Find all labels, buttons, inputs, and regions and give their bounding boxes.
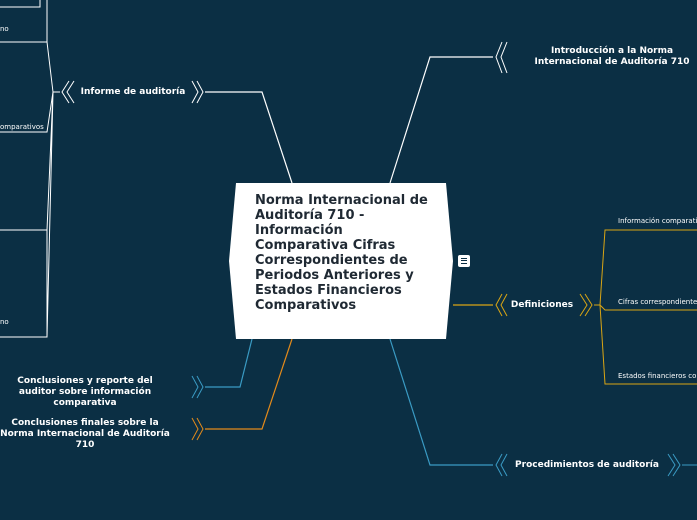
branch-conclusiones-reporte[interactable]: Conclusiones y reporte del auditor sobre información comparativa <box>17 376 153 408</box>
branch-conclusiones-finales[interactable]: Conclusiones finales sobre la Norma Internacional de Auditoría 710 <box>0 418 170 450</box>
branch-intro[interactable]: Introducción a la Norma Internacional de Auditoría 710 <box>534 46 690 67</box>
central-topic-title: Norma Internacional de Auditoría 710 - Información Comparativa Cifras Correspondientes de Periodos Anteriores y Estados Financieros Comparativos <box>255 193 428 313</box>
subtopic-informacion-comparativa[interactable]: Información comparati <box>618 217 697 225</box>
subtopic-cifras-correspondientes[interactable]: Cifras correspondiente <box>618 298 697 306</box>
subtopic-estados-financieros[interactable]: Estados financieros co <box>618 372 697 380</box>
subtopic-left-1[interactable]: no <box>0 25 9 33</box>
branch-procedimientos[interactable]: Procedimientos de auditoría <box>515 460 659 470</box>
note-icon[interactable] <box>458 255 470 267</box>
subtopic-left-2[interactable]: omparativos <box>0 123 44 131</box>
branch-definiciones[interactable]: Definiciones <box>510 300 574 310</box>
branch-informe-auditoria[interactable]: Informe de auditoría <box>80 87 186 97</box>
subtopic-left-3[interactable]: no <box>0 318 9 326</box>
